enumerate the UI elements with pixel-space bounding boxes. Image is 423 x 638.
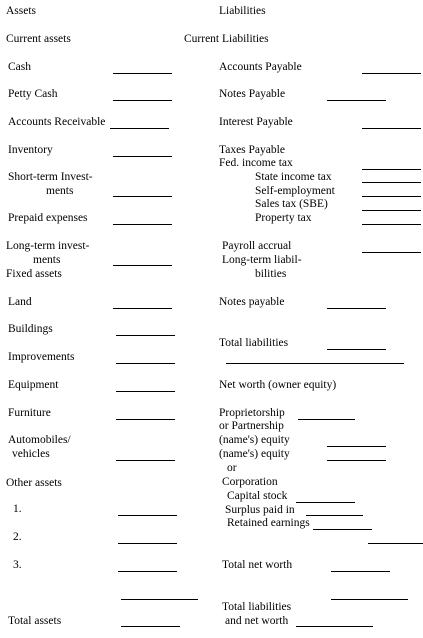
proprietorship-label: Proprietorship [219,407,285,419]
property-tax-label: Property tax [255,212,312,224]
taxes-payable-label: Taxes Payable [219,144,285,156]
total-liabilities-label: Total liabilities [219,337,289,349]
total-net-worth-label: Total net worth [222,559,293,571]
interest-payable-label: Interest Payable [219,116,293,128]
inventory-label: Inventory [8,144,53,156]
total-assets-blank[interactable] [121,626,180,627]
short-term-investments-label-cont: ments [46,185,74,197]
automobiles-blank[interactable] [116,460,175,461]
notes-payable-label: Notes Payable [219,88,286,100]
fed-income-tax-label: Fed. income tax [219,157,293,169]
state-income-tax-blank[interactable] [362,182,421,183]
names-equity-2-blank[interactable] [327,460,386,461]
sales-tax-blank[interactable] [362,210,421,211]
long-term-investments-blank[interactable] [113,265,172,266]
total-assets-label: Total assets [8,615,62,627]
equity-subtotal-blank[interactable] [368,543,423,544]
net-worth-subtotal-blank[interactable] [331,599,408,600]
other-assets-subtotal-blank[interactable] [121,599,198,600]
total-liabilities-blank[interactable] [327,349,386,350]
names-equity-1-label: (name's) equity [219,434,290,446]
payroll-accrual-blank[interactable] [362,252,421,253]
prepaid-expenses-blank[interactable] [113,224,172,225]
or-label: or [227,462,237,474]
accounts-receivable-blank[interactable] [110,128,169,129]
proprietorship-blank[interactable] [298,419,355,420]
short-term-investments-label: Short-term Invest- [8,171,93,183]
equipment-blank[interactable] [116,391,175,392]
self-employment-blank[interactable] [362,196,421,197]
cash-label: Cash [8,61,31,73]
automobiles-label-cont: vehicles [12,448,50,460]
state-income-tax-label: State income tax [255,171,332,183]
other-asset-1-blank[interactable] [118,515,177,516]
petty-cash-blank[interactable] [113,100,172,101]
buildings-blank[interactable] [116,335,175,336]
long-term-investments-label: Long-term invest- [6,240,90,252]
payroll-accrual-label: Payroll accrual [222,240,292,252]
fed-income-tax-blank[interactable] [362,169,421,170]
capital-stock-label: Capital stock [227,490,288,502]
current-liabilities-heading: Current Liabilities [184,33,269,45]
sales-tax-label: Sales tax (SBE) [255,198,328,210]
other-asset-1-label: 1. [13,503,22,515]
notes-payable-long-term-blank[interactable] [327,308,386,309]
surplus-paid-in-blank[interactable] [306,515,363,516]
total-liabilities-net-worth-blank[interactable] [296,626,373,627]
liabilities-heading: Liabilities [219,5,266,17]
inventory-blank[interactable] [113,156,172,157]
net-worth-heading: Net worth (owner equity) [219,379,337,391]
surplus-paid-in-label: Surplus paid in [225,504,295,516]
accounts-receivable-label: Accounts Receivable [8,116,106,128]
self-employment-label: Self-employment [255,185,335,197]
retained-earnings-label: Retained earnings [227,517,310,529]
accounts-payable-blank[interactable] [362,73,421,74]
total-liabilities-net-worth-label-cont: and net worth [225,615,289,627]
total-net-worth-blank[interactable] [331,571,390,572]
accounts-payable-label: Accounts Payable [219,61,302,73]
notes-payable-blank[interactable] [327,100,386,101]
equipment-label: Equipment [8,379,59,391]
buildings-label: Buildings [8,323,53,335]
other-asset-2-blank[interactable] [118,543,177,544]
short-term-investments-blank[interactable] [113,196,172,197]
current-assets-heading: Current assets [6,33,71,45]
other-asset-3-label: 3. [13,559,22,571]
furniture-label: Furniture [8,407,51,419]
petty-cash-label: Petty Cash [8,88,58,100]
prepaid-expenses-label: Prepaid expenses [8,212,88,224]
property-tax-blank[interactable] [362,224,421,225]
cash-blank[interactable] [113,73,172,74]
names-equity-2-label: (name's) equity [219,448,290,460]
or-partnership-label: or Partnership [219,420,284,432]
long-term-liabilities-label: Long-term liabil- [222,254,302,266]
corporation-label: Corporation [222,476,278,488]
automobiles-label: Automobiles/ [8,434,71,446]
other-asset-3-blank[interactable] [118,571,177,572]
interest-payable-blank[interactable] [362,128,421,129]
other-assets-heading: Other assets [6,477,62,489]
retained-earnings-blank[interactable] [313,529,372,530]
furniture-blank[interactable] [116,419,175,420]
notes-payable-long-term-label: Notes payable [219,296,285,308]
names-equity-1-blank[interactable] [327,446,386,447]
long-term-liabilities-label-cont: bilities [255,268,287,280]
total-liabilities-net-worth-label: Total liabilities [222,601,292,613]
improvements-label: Improvements [8,351,75,363]
improvements-blank[interactable] [116,363,175,364]
other-asset-2-label: 2. [13,531,22,543]
land-blank[interactable] [113,308,172,309]
land-label: Land [8,296,32,308]
long-term-investments-label-cont: ments [33,254,61,266]
capital-stock-blank[interactable] [296,502,355,503]
assets-heading: Assets [6,5,37,17]
fixed-assets-heading: Fixed assets [6,268,62,280]
total-liabilities-underline [226,363,404,364]
